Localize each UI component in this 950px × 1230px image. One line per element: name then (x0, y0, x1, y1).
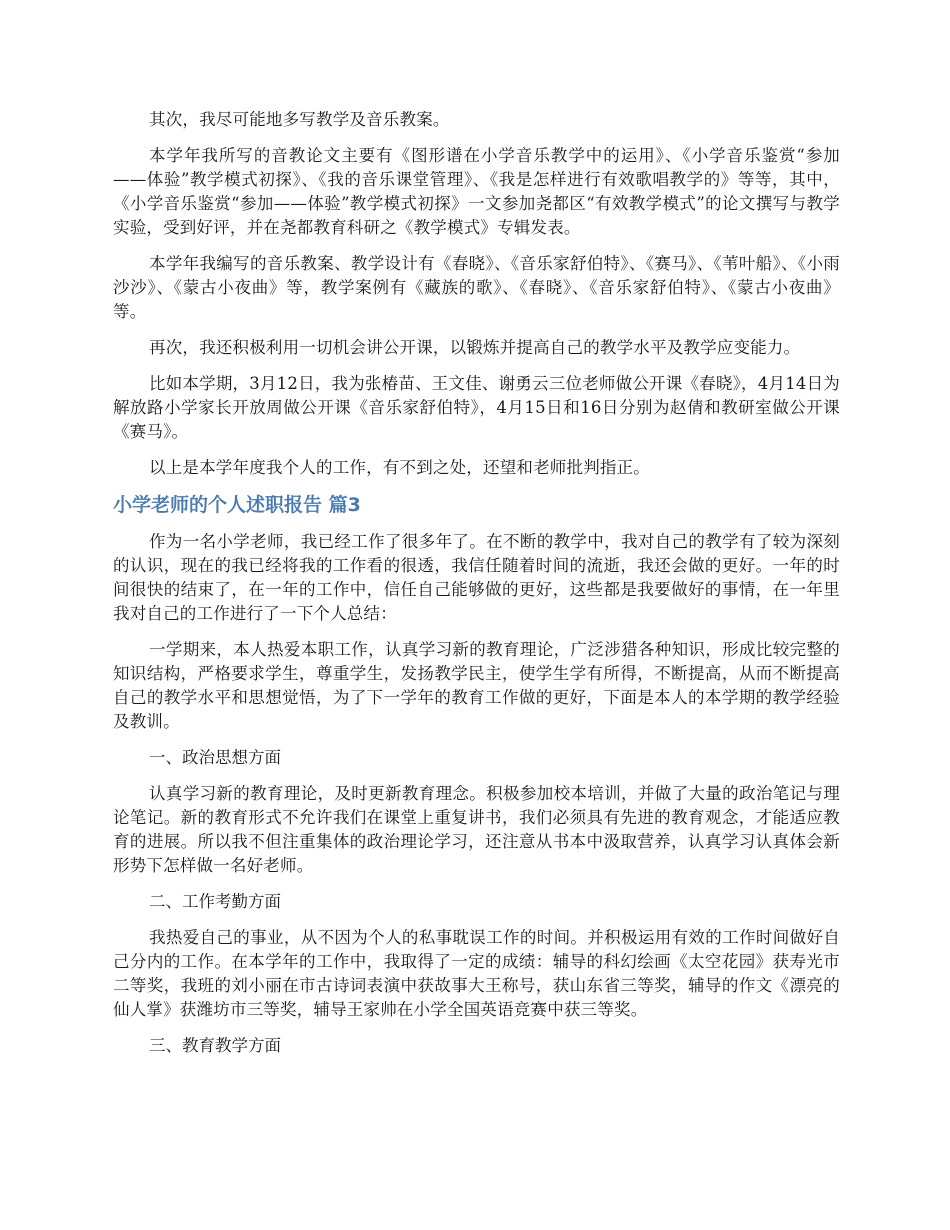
paragraph: 再次，我还积极利用一切机会讲公开课，以锻炼并提高自己的教学水平及教学应变能力。 (149, 338, 801, 357)
section-title: 小学老师的个人述职报告 篇3 (113, 494, 361, 516)
subheading-attendance: 二、工作考勤方面 (149, 892, 281, 911)
paragraph: 我热爱自己的事业，从不因为个人的私事耽误工作的时间。并积极运用有效的工作时间做好自己分内的工作。在本学年的工作中，我取得了一定的成绩：辅导的科幻绘画《太空花园》获寿光市二等奖，我班的刘小丽在市古诗词表演中获故事大王称号，获山东省三等奖，辅导的作文《漂亮的仙人掌》获潍坊市三等奖，辅导王家帅在小学全国英语竞赛中获三等奖。 (113, 928, 840, 1019)
subheading-politics: 一、政治思想方面 (149, 748, 281, 767)
paragraph: 一学期来，本人热爱本职工作，认真学习新的教育理论，广泛涉猎各种知识，形成比较完整的知识结构，严格要求学生，尊重学生，发扬教学民主，使学生学有所得，不断提高，从而不断提高自己的教学水平和思想觉悟，为了下一学年的教育工作做的更好，下面是本人的本学期的教学经验及教训。 (113, 640, 840, 731)
paragraph: 比如本学期，3月12日，我为张椿苗、王文佳、谢勇云三位老师做公开课《春晓》，4月14日为解放路小学家长开放周做公开课《音乐家舒伯特》，4月15日和16日分别为赵倩和教研室做公开课《赛马》。 (113, 374, 840, 441)
paragraph: 本学年我编写的音乐教案、教学设计有《春晓》、《音乐家舒伯特》、《赛马》、《苇叶船》、《小雨沙沙》、《蒙古小夜曲》等，教学案例有《藏族的歌》、《春晓》、《音乐家舒伯特》、《蒙古小夜曲》等。 (113, 254, 840, 321)
document-body (113, 108, 840, 1070)
subheading-teaching: 三、教育教学方面 (149, 1036, 281, 1055)
paragraph: 其次，我尽可能地多写教学及音乐教案。 (149, 110, 450, 129)
paragraph: 本学年我所写的音教论文主要有《图形谱在小学音乐教学中的运用》、《小学音乐鉴赏“参加——体验”教学模式初探》、《我的音乐课堂管理》、《我是怎样进行有效歌唱教学的》等等，其中，《小学音乐鉴赏“参加——体验”教学模式初探》一文参加尧都区“有效教学模式”的论文撰写与教学实验，受到好评，并在尧都教育科研之《教学模式》专辑发表。 (113, 146, 840, 237)
paragraph: 以上是本学年度我个人的工作，有不到之处，还望和老师批判指正。 (149, 458, 650, 477)
paragraph: 作为一名小学老师，我已经工作了很多年了。在不断的教学中，我对自己的教学有了较为深刻的认识，现在的我已经将我的工作看的很透，我信任随着时间的流逝，我还会做的更好。一年的时间很快的结束了，在一年的工作中，信任自己能够做的更好，这些都是我要做好的事情，在一年里我对自己的工作进行了一下个人总结： (113, 532, 840, 623)
paragraph: 认真学习新的教育理论，及时更新教育理念。积极参加校本培训，并做了大量的政治笔记与理论笔记。新的教育形式不允许我们在课堂上重复讲书，我们必须具有先进的教育观念，才能适应教育的进展。所以我不但注重集体的政治理论学习，还注意从书本中汲取营养，认真学习认真体会新形势下怎样做一名好老师。 (113, 784, 840, 875)
